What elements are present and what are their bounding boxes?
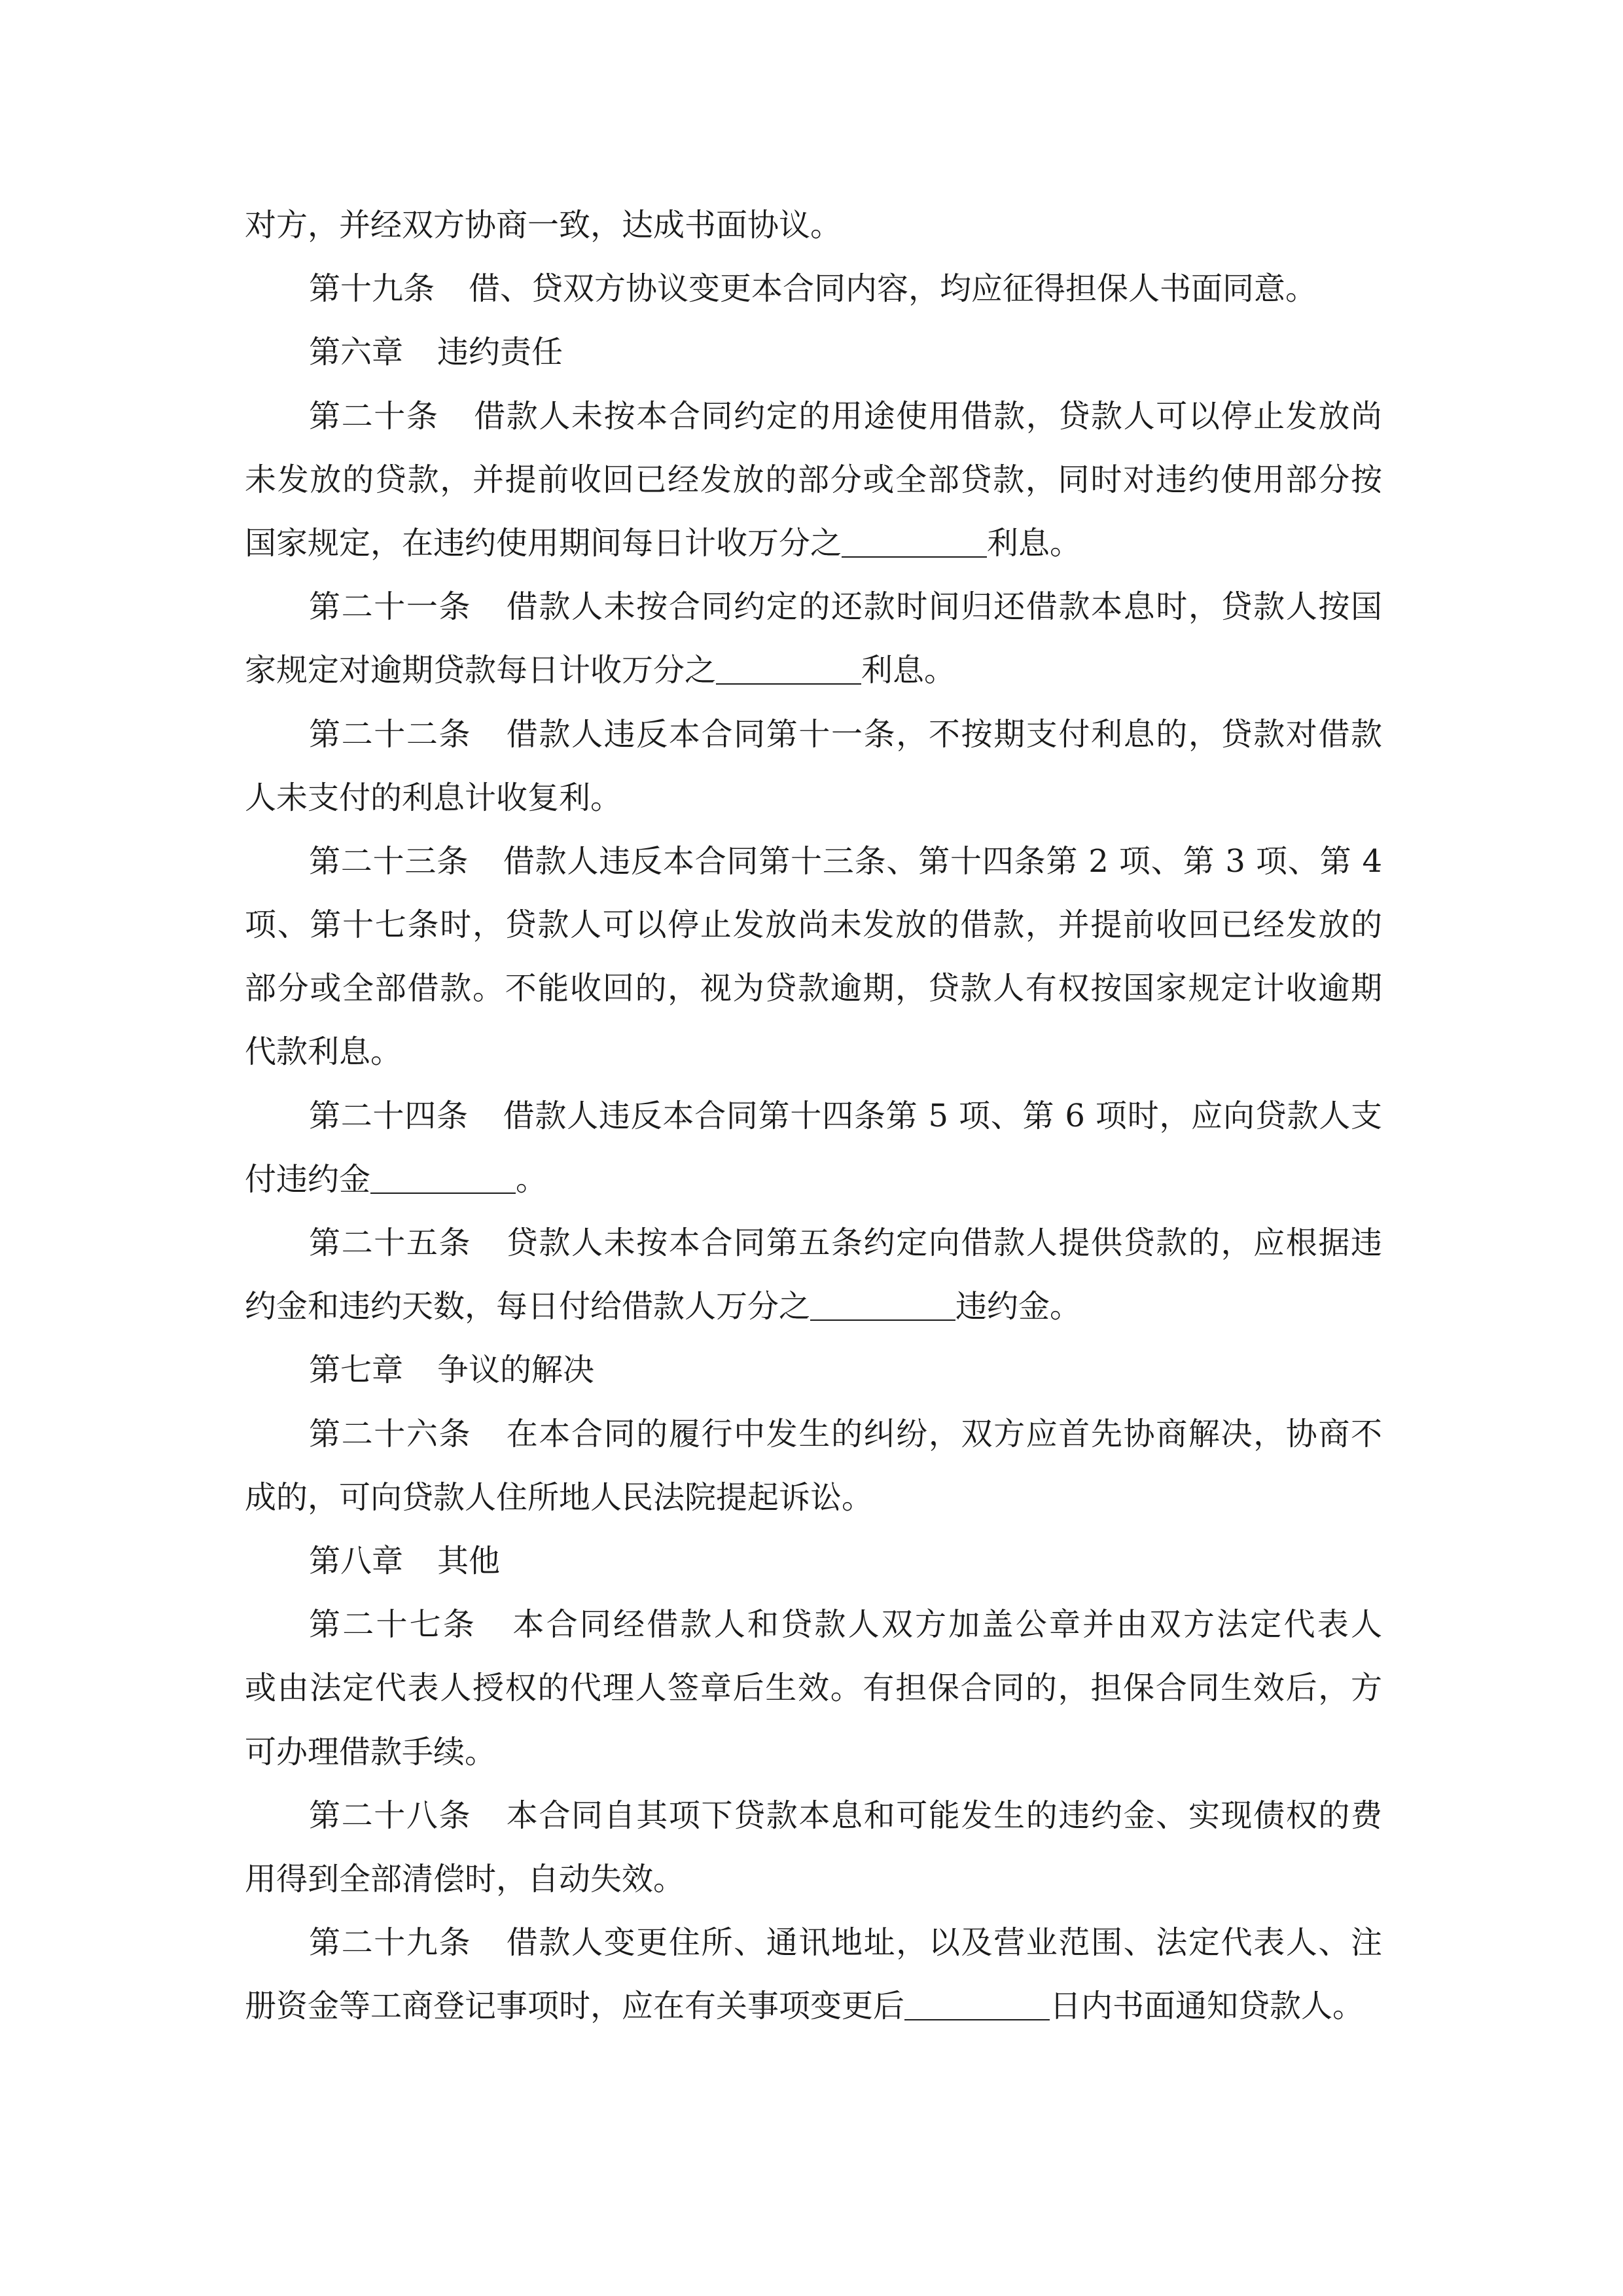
- article-number: 第十九条: [309, 270, 435, 308]
- text-line: [245, 1403, 1382, 1466]
- line-text: 付违约金: [245, 1160, 371, 1198]
- text-line: [245, 1275, 1382, 1338]
- article-number: 第二十六条: [309, 1415, 472, 1452]
- paragraph: [245, 1403, 1382, 1530]
- text-line: [245, 830, 1382, 893]
- text-line: [245, 448, 1382, 512]
- line-text: 借款人未按合同约定的还款时间归还借款本息时，贷款人按国: [505, 588, 1382, 626]
- paragraph: [245, 575, 1382, 702]
- text-line: [245, 703, 1382, 766]
- line-text: 未发放的贷款，并提前收回已经发放的部分或全部贷款，同时对违约使用部分按: [245, 461, 1382, 498]
- article-number: 第二十二条: [309, 715, 472, 753]
- line-text: 。: [516, 1160, 548, 1198]
- line-text: 借款人未按本合同约定的用途使用借款，贷款人可以停止发放尚: [473, 397, 1382, 435]
- paragraph: [245, 385, 1382, 576]
- line-text: 违约责任: [437, 334, 563, 371]
- fill-in-blank: [904, 1988, 1050, 2020]
- text-line: [245, 1466, 1382, 1530]
- line-text: 借款人违反本合同第十三条、第十四条第 2 项、第 3 项、第 4: [503, 842, 1382, 880]
- paragraph: [245, 1211, 1382, 1338]
- line-text: 本合同自其项下贷款本息和可能发生的违约金、实现债权的费: [505, 1797, 1382, 1834]
- line-text: 利息。: [861, 652, 956, 689]
- line-text: 对方，并经双方协商一致，达成书面协议。: [245, 207, 842, 243]
- line-text: 日内书面通知贷款人。: [1050, 1988, 1364, 2025]
- article-number: 第六章: [309, 334, 404, 371]
- line-text: 争议的解决: [437, 1352, 595, 1389]
- line-text: 借款人违反本合同第十一条，不按期支付利息的，贷款对借款: [505, 715, 1382, 753]
- paragraph: [245, 1338, 1382, 1402]
- text-line: [245, 957, 1382, 1020]
- article-number: 第二十八条: [309, 1797, 472, 1834]
- text-line: [245, 1975, 1382, 2038]
- paragraph: [245, 1085, 1382, 1211]
- line-text: 借款人违反本合同第十四条第 5 项、第 6 项时，应向贷款人支: [502, 1097, 1382, 1134]
- line-text: 本合同经借款人和贷款人双方加盖公章并由双方法定代表人: [510, 1606, 1382, 1643]
- text-line: [245, 1657, 1382, 1720]
- paragraph: [245, 257, 1382, 321]
- text-line: [245, 1530, 1382, 1593]
- paragraph: [245, 1784, 1382, 1911]
- text-line: [245, 1911, 1382, 1975]
- text-line: [245, 1338, 1382, 1402]
- article-number: 第八章: [309, 1542, 404, 1579]
- text-line: [245, 575, 1382, 639]
- line-text: 项、第十七条时，贷款人可以停止发放尚未发放的借款，并提前收回已经发放的: [245, 906, 1382, 944]
- line-text: 约金和违约天数，每日付给借款人万分之: [245, 1288, 811, 1325]
- fill-in-blank: [810, 1288, 955, 1321]
- article-number: 第七章: [309, 1352, 404, 1389]
- line-text: 贷款人未按本合同第五条约定向借款人提供贷款的，应根据违: [505, 1225, 1382, 1261]
- text-line: [245, 194, 1382, 257]
- article-number: 第二十九条: [309, 1924, 472, 1962]
- text-line: [245, 1848, 1382, 1911]
- article-number: 第二十四条: [309, 1097, 469, 1134]
- line-text: 成的，可向贷款人住所地人民法院提起诉讼。: [245, 1479, 874, 1516]
- line-text: 违约金。: [955, 1288, 1082, 1325]
- fill-in-blank: [716, 652, 861, 685]
- paragraph: [245, 1911, 1382, 2038]
- paragraph: [245, 703, 1382, 830]
- fill-in-blank: [370, 1161, 516, 1194]
- text-line: [245, 1721, 1382, 1784]
- line-text: 国家规定，在违约使用期间每日计收万分之: [245, 524, 842, 562]
- article-number: 第二十条: [309, 397, 439, 435]
- article-number: 第二十七条: [309, 1606, 477, 1643]
- text-line: [245, 1784, 1382, 1848]
- article-number: 第二十五条: [309, 1225, 472, 1261]
- text-line: [245, 385, 1382, 448]
- paragraph: [245, 1593, 1382, 1784]
- text-line: [245, 321, 1382, 384]
- line-text: 册资金等工商登记事项时，应在有关事项变更后: [245, 1988, 905, 2025]
- text-line: [245, 1085, 1382, 1148]
- paragraph: [245, 830, 1382, 1085]
- text-line: [245, 639, 1382, 702]
- text-line: [245, 1593, 1382, 1657]
- text-line: [245, 512, 1382, 575]
- line-text: 人未支付的利息计收复利。: [245, 779, 622, 816]
- line-text: 在本合同的履行中发生的纠纷，双方应首先协商解决，协商不: [505, 1415, 1382, 1452]
- line-text: 其他: [437, 1542, 501, 1579]
- line-text: 用得到全部清偿时，自动失效。: [245, 1860, 685, 1897]
- line-text: 部分或全部借款。不能收回的，视为贷款逾期，贷款人有权按国家规定计收逾期: [245, 970, 1382, 1007]
- line-text: 借款人变更住所、通讯地址，以及营业范围、法定代表人、注: [505, 1924, 1382, 1962]
- article-number: 第二十三条: [309, 842, 469, 880]
- contract-body: [245, 194, 1382, 2038]
- line-text: 或由法定代表人授权的代理人签章后生效。有担保合同的，担保合同生效后，方: [245, 1670, 1382, 1707]
- line-text: 借、贷双方协议变更本合同内容，均应征得担保人书面同意。: [469, 270, 1317, 308]
- line-text: 家规定对逾期贷款每日计收万分之: [245, 652, 717, 689]
- text-line: [245, 1020, 1382, 1084]
- text-line: [245, 1211, 1382, 1275]
- article-number: 第二十一条: [309, 588, 472, 626]
- paragraph: [245, 194, 1382, 257]
- fill-in-blank: [842, 525, 987, 558]
- line-text: 代款利息。: [245, 1033, 402, 1071]
- text-line: [245, 257, 1382, 321]
- text-line: [245, 1148, 1382, 1211]
- text-line: [245, 893, 1382, 957]
- line-text: 可办理借款手续。: [245, 1733, 497, 1770]
- paragraph: [245, 1530, 1382, 1593]
- paragraph: [245, 321, 1382, 384]
- line-text: 利息。: [987, 524, 1082, 562]
- text-line: [245, 766, 1382, 830]
